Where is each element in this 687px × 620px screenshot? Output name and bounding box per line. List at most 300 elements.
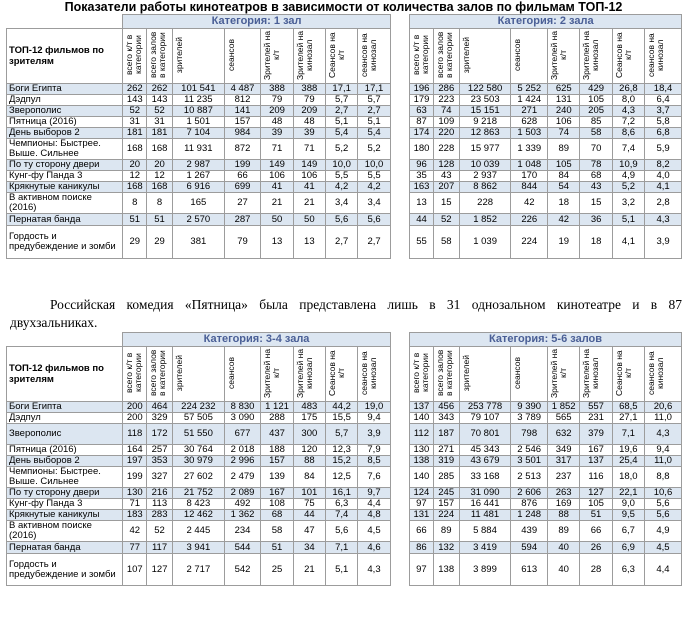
top-left-value-cell: 12 xyxy=(147,171,173,182)
top-left-value-cell: 29 xyxy=(123,226,147,259)
bottom-left-value-cell: 1 362 xyxy=(224,510,261,521)
top-right-value-cell: 74 xyxy=(433,106,459,117)
bottom-right-value-cell: 3 789 xyxy=(511,413,548,424)
bottom-left-column-header: всего залов в категории xyxy=(147,347,173,402)
column-gap xyxy=(390,554,409,586)
bottom-left-value-cell: 139 xyxy=(261,467,293,488)
bottom-left-value-cell: 12,3 xyxy=(326,445,358,456)
table-row xyxy=(7,139,682,160)
top-left-value-cell: 11 931 xyxy=(172,139,224,160)
column-gap xyxy=(390,521,409,542)
top-left-value-cell: 17,1 xyxy=(358,84,390,95)
top-left-value-cell: 5,1 xyxy=(358,117,390,128)
top-left-value-cell: 21 xyxy=(293,193,325,214)
top-right-value-cell: 4,9 xyxy=(612,171,644,182)
bottom-right-value-cell: 19,6 xyxy=(612,445,644,456)
bottom-left-value-cell: 2 996 xyxy=(224,456,261,467)
bottom-right-value-cell: 4,5 xyxy=(644,542,681,554)
top-left-value-cell: 2,7 xyxy=(326,106,358,117)
top-right-column-header: Зрителей на кинозал xyxy=(580,29,612,84)
top-left-value-cell: 6 916 xyxy=(172,182,224,193)
top-right-value-cell: 8,0 xyxy=(612,95,644,106)
bottom-right-value-cell: 25,4 xyxy=(612,456,644,467)
top-left-value-cell: 8 xyxy=(147,193,173,214)
top-right-value-cell: 35 xyxy=(410,171,434,182)
bottom-right-value-cell: 8,8 xyxy=(644,467,681,488)
top-left-value-cell: 79 xyxy=(261,95,293,106)
top-right-value-cell: 5 252 xyxy=(511,84,548,95)
bottom-left-value-cell: 30 979 xyxy=(172,456,224,467)
top-right-value-cell: 10 039 xyxy=(459,160,511,171)
top-right-value-cell: 36 xyxy=(580,214,612,226)
top-right-value-cell: 105 xyxy=(548,160,580,171)
top-right-value-cell: 429 xyxy=(580,84,612,95)
top-right-value-cell: 4,1 xyxy=(645,182,682,193)
bottom-right-value-cell: 253 778 xyxy=(459,402,511,413)
bottom-right-column-header: всего к/т в категории xyxy=(410,347,434,402)
top-left-value-cell: 48 xyxy=(261,117,293,128)
table-row xyxy=(7,456,682,467)
bottom-right-value-cell: 51 xyxy=(580,510,612,521)
top-left-value-cell: 812 xyxy=(224,95,261,106)
top-left-value-cell: 5,5 xyxy=(358,171,390,182)
table-bottom xyxy=(6,332,682,586)
bottom-left-value-cell: 492 xyxy=(224,499,261,510)
bottom-right-value-cell: 285 xyxy=(433,467,459,488)
top-right-value-cell: 85 xyxy=(580,117,612,128)
table-row xyxy=(7,510,682,521)
bottom-left-value-cell: 7,4 xyxy=(326,510,358,521)
table-row xyxy=(7,521,682,542)
top-left-value-cell: 39 xyxy=(293,128,325,139)
bottom-right-column-header: сеансов на кинозал xyxy=(644,347,681,402)
top-right-value-cell: 179 xyxy=(410,95,434,106)
bottom-left-column-header: зрителей xyxy=(172,347,224,402)
top-left-value-cell: 10,0 xyxy=(326,160,358,171)
top-right-value-cell: 52 xyxy=(433,214,459,226)
bottom-left-value-cell: 4,6 xyxy=(358,542,390,554)
top-right-column-header: зрителей xyxy=(459,29,511,84)
bottom-left-value-cell: 12 462 xyxy=(172,510,224,521)
top-right-value-cell: 5,2 xyxy=(612,182,644,193)
table-row xyxy=(7,182,682,193)
top-left-value-cell: 5,7 xyxy=(358,95,390,106)
bottom-left-value-cell: 47 xyxy=(293,521,325,542)
bottom-left-value-cell: 167 xyxy=(261,488,293,499)
top-right-value-cell: 7,4 xyxy=(612,139,644,160)
table-row xyxy=(7,106,682,117)
top-left-value-cell: 5,5 xyxy=(326,171,358,182)
bottom-right-value-cell: 22,1 xyxy=(612,488,644,499)
bottom-left-value-cell: 8 423 xyxy=(172,499,224,510)
film-name: Зверополис xyxy=(7,424,123,445)
bottom-left-value-cell: 2 089 xyxy=(224,488,261,499)
column-gap xyxy=(390,510,409,521)
bottom-right-value-cell: 130 xyxy=(410,445,434,456)
column-gap xyxy=(390,499,409,510)
bottom-left-value-cell: 7,6 xyxy=(358,467,390,488)
bottom-right-value-cell: 124 xyxy=(410,488,434,499)
bottom-right-value-cell: 11 481 xyxy=(459,510,511,521)
bottom-left-value-cell: 7,9 xyxy=(358,445,390,456)
top-left-value-cell: 12 xyxy=(123,171,147,182)
bottom-right-value-cell: 16 441 xyxy=(459,499,511,510)
top-right-value-cell: 224 xyxy=(511,226,548,259)
top-right-value-cell: 228 xyxy=(459,193,511,214)
top-left-value-cell: 5,2 xyxy=(326,139,358,160)
bottom-left-value-cell: 1 121 xyxy=(261,402,293,413)
bottom-right-value-cell: 3 899 xyxy=(459,554,511,586)
bottom-left-value-cell: 118 xyxy=(123,424,147,445)
bottom-right-value-cell: 97 xyxy=(410,499,434,510)
top-right-value-cell: 5,9 xyxy=(645,139,682,160)
top-category-row xyxy=(7,15,682,29)
bottom-right-value-cell: 349 xyxy=(548,445,580,456)
top-right-value-cell: 170 xyxy=(511,171,548,182)
bottom-right-value-cell: 40 xyxy=(548,542,580,554)
top-right-value-cell: 163 xyxy=(410,182,434,193)
top-left-value-cell: 20 xyxy=(147,160,173,171)
bottom-right-value-cell: 18,0 xyxy=(612,467,644,488)
bottom-right-value-cell: 86 xyxy=(410,542,434,554)
top-left-value-cell: 5,6 xyxy=(326,214,358,226)
bottom-left-value-cell: 677 xyxy=(224,424,261,445)
bottom-right-value-cell: 187 xyxy=(433,424,459,445)
column-gap xyxy=(390,488,409,499)
paragraph-line-2: двухзальниках. xyxy=(10,315,98,330)
top-right-value-cell: 15 151 xyxy=(459,106,511,117)
top-left-value-cell: 17,1 xyxy=(326,84,358,95)
bottom-left-value-cell: 4,8 xyxy=(358,510,390,521)
top-right-value-cell: 6,8 xyxy=(645,128,682,139)
column-gap xyxy=(390,84,409,95)
bottom-right-value-cell: 26 xyxy=(580,542,612,554)
table-row xyxy=(7,84,682,95)
top-right-value-cell: 1 048 xyxy=(511,160,548,171)
bottom-right-column-header: Зрителей на к/т xyxy=(548,347,580,402)
film-name: Зверополис xyxy=(7,106,123,117)
top-left-value-cell: 209 xyxy=(293,106,325,117)
table-row xyxy=(7,424,682,445)
table-row xyxy=(7,117,682,128)
top-left-value-cell: 79 xyxy=(293,95,325,106)
bottom-right-value-cell: 6,9 xyxy=(612,542,644,554)
top-right-value-cell: 220 xyxy=(433,128,459,139)
bottom-right-value-cell: 231 xyxy=(580,413,612,424)
film-name: День выборов 2 xyxy=(7,456,123,467)
bottom-right-value-cell: 20,6 xyxy=(644,402,681,413)
bottom-right-value-cell: 439 xyxy=(511,521,548,542)
bottom-right-value-cell: 237 xyxy=(548,467,580,488)
blank-cell xyxy=(7,333,123,347)
bottom-left-column-header: всего к/т в категории xyxy=(123,347,147,402)
bottom-left-value-cell: 68 xyxy=(261,510,293,521)
bottom-left-column-header: сеансов xyxy=(224,347,261,402)
film-name: По ту сторону двери xyxy=(7,160,123,171)
bottom-header-row xyxy=(7,347,682,402)
bottom-left-value-cell: 27 602 xyxy=(172,467,224,488)
top-left-value-cell: 79 xyxy=(224,226,261,259)
bottom-right-value-cell: 70 801 xyxy=(459,424,511,445)
top-left-value-cell: 39 xyxy=(261,128,293,139)
bottom-left-value-cell: 9,4 xyxy=(358,413,390,424)
top-right-value-cell: 5,8 xyxy=(645,117,682,128)
top-left-value-cell: 41 xyxy=(293,182,325,193)
bottom-right-value-cell: 9 390 xyxy=(511,402,548,413)
bottom-left-value-cell: 107 xyxy=(123,554,147,586)
film-name: Крякнутые каникулы xyxy=(7,510,123,521)
bottom-right-value-cell: 116 xyxy=(580,467,612,488)
top-right-value-cell: 87 xyxy=(410,117,434,128)
bottom-right-value-cell: 66 xyxy=(410,521,434,542)
bottom-left-value-cell: 157 xyxy=(261,456,293,467)
body-paragraph xyxy=(10,296,682,332)
film-name: В активном поиске (2016) xyxy=(7,521,123,542)
bottom-left-value-cell: 30 764 xyxy=(172,445,224,456)
bottom-right-value-cell: 131 xyxy=(410,510,434,521)
top-right-value-cell: 13 xyxy=(410,193,434,214)
bottom-right-value-cell: 89 xyxy=(433,521,459,542)
top-left-value-cell: 52 xyxy=(147,106,173,117)
top-left-value-cell: 5,7 xyxy=(326,95,358,106)
top-right-value-cell: 18,4 xyxy=(645,84,682,95)
top-right-value-cell: 74 xyxy=(548,128,580,139)
top-left-value-cell: 31 xyxy=(147,117,173,128)
top-left-value-cell: 3,4 xyxy=(358,193,390,214)
film-name: Пятница (2016) xyxy=(7,445,123,456)
top-left-value-cell: 2,7 xyxy=(358,226,390,259)
top-right-value-cell: 26,8 xyxy=(612,84,644,95)
bottom-right-value-cell: 68,5 xyxy=(612,402,644,413)
bottom-right-value-cell: 28 xyxy=(580,554,612,586)
bottom-left-value-cell: 464 xyxy=(147,402,173,413)
bottom-left-value-cell: 12,5 xyxy=(326,467,358,488)
top-left-value-cell: 984 xyxy=(224,128,261,139)
film-name: Дэдпул xyxy=(7,95,123,106)
bottom-left-column-header: сеансов на кинозал xyxy=(358,347,390,402)
row-header: ТОП-12 фильмов по зрителям xyxy=(7,29,123,84)
bottom-left-value-cell: 353 xyxy=(147,456,173,467)
film-name: В активном поиске (2016) xyxy=(7,193,123,214)
top-right-value-cell: 19 xyxy=(548,226,580,259)
top-right-value-cell: 8,2 xyxy=(645,160,682,171)
top-left-value-cell: 4,2 xyxy=(326,182,358,193)
bottom-left-value-cell: 2 717 xyxy=(172,554,224,586)
bottom-right-category-title: Категория: 5-6 залов xyxy=(410,333,682,347)
top-right-column-header: всего к/т в категории xyxy=(410,29,434,84)
bottom-right-value-cell: 2 606 xyxy=(511,488,548,499)
top-right-value-cell: 105 xyxy=(580,95,612,106)
bottom-right-value-cell: 45 343 xyxy=(459,445,511,456)
top-right-value-cell: 78 xyxy=(580,160,612,171)
bottom-left-value-cell: 188 xyxy=(261,445,293,456)
bottom-left-value-cell: 200 xyxy=(123,413,147,424)
top-right-value-cell: 4,3 xyxy=(612,106,644,117)
top-right-column-header: Сеансов на к/т xyxy=(612,29,644,84)
top-right-value-cell: 15 xyxy=(433,193,459,214)
bottom-left-value-cell: 197 xyxy=(123,456,147,467)
top-right-value-cell: 1 424 xyxy=(511,95,548,106)
film-name: Гордость и предубеждение и зомби xyxy=(7,226,123,259)
top-left-value-cell: 29 xyxy=(147,226,173,259)
bottom-left-value-cell: 183 xyxy=(123,510,147,521)
top-left-value-cell: 5,4 xyxy=(326,128,358,139)
bottom-right-value-cell: 6,7 xyxy=(612,521,644,542)
bottom-right-value-cell: 456 xyxy=(433,402,459,413)
bottom-right-value-cell: 9,0 xyxy=(612,499,644,510)
bottom-right-value-cell: 317 xyxy=(548,456,580,467)
table-row xyxy=(7,467,682,488)
top-left-value-cell: 2,7 xyxy=(326,226,358,259)
top-left-value-cell: 66 xyxy=(224,171,261,182)
top-right-value-cell: 205 xyxy=(580,106,612,117)
bottom-left-value-cell: 216 xyxy=(147,488,173,499)
top-left-value-cell: 141 xyxy=(224,106,261,117)
top-left-value-cell: 388 xyxy=(261,84,293,95)
top-right-value-cell: 131 xyxy=(548,95,580,106)
bottom-left-value-cell: 16,1 xyxy=(326,488,358,499)
film-name: Боги Египта xyxy=(7,402,123,413)
top-right-value-cell: 43 xyxy=(580,182,612,193)
bottom-left-value-cell: 3 090 xyxy=(224,413,261,424)
top-left-value-cell: 51 xyxy=(123,214,147,226)
bottom-left-value-cell: 5,1 xyxy=(326,554,358,586)
top-right-value-cell: 2 937 xyxy=(459,171,511,182)
top-right-value-cell: 1 039 xyxy=(459,226,511,259)
top-left-value-cell: 5,4 xyxy=(358,128,390,139)
bottom-right-column-header: Сеансов на к/т xyxy=(612,347,644,402)
bottom-left-value-cell: 130 xyxy=(123,488,147,499)
bottom-right-value-cell: 4,3 xyxy=(644,424,681,445)
top-right-value-cell: 5,1 xyxy=(612,214,644,226)
column-gap xyxy=(390,413,409,424)
top-left-value-cell: 381 xyxy=(172,226,224,259)
bottom-left-value-cell: 51 xyxy=(261,542,293,554)
bottom-left-value-cell: 4,4 xyxy=(358,499,390,510)
bottom-left-value-cell: 3 941 xyxy=(172,542,224,554)
bottom-left-value-cell: 42 xyxy=(123,521,147,542)
table-row xyxy=(7,214,682,226)
top-left-value-cell: 262 xyxy=(147,84,173,95)
top-left-value-cell: 71 xyxy=(261,139,293,160)
bottom-left-value-cell: 7,1 xyxy=(326,542,358,554)
bottom-right-value-cell: 9,5 xyxy=(612,510,644,521)
bottom-right-value-cell: 557 xyxy=(580,402,612,413)
top-left-value-cell: 48 xyxy=(293,117,325,128)
bottom-category-row xyxy=(7,333,682,347)
bottom-right-value-cell: 27,1 xyxy=(612,413,644,424)
top-right-category-title: Категория: 2 зала xyxy=(410,15,682,29)
bottom-right-value-cell: 565 xyxy=(548,413,580,424)
top-right-value-cell: 6,4 xyxy=(645,95,682,106)
top-right-value-cell: 109 xyxy=(433,117,459,128)
film-name: Кунг-фу Панда 3 xyxy=(7,171,123,182)
column-gap xyxy=(390,15,409,29)
film-name: По ту сторону двери xyxy=(7,488,123,499)
film-name: Крякнутые каникулы xyxy=(7,182,123,193)
top-right-value-cell: 1 339 xyxy=(511,139,548,160)
top-left-column-header: всего к/т в категории xyxy=(123,29,147,84)
film-name: Чемпионы: Быстрее. Выше. Сильнее xyxy=(7,467,123,488)
bottom-left-value-cell: 58 xyxy=(261,521,293,542)
bottom-left-value-cell: 234 xyxy=(224,521,261,542)
top-left-value-cell: 699 xyxy=(224,182,261,193)
bottom-right-value-cell: 4,4 xyxy=(644,554,681,586)
top-right-value-cell: 9 218 xyxy=(459,117,511,128)
bottom-right-value-cell: 224 xyxy=(433,510,459,521)
top-left-value-cell: 10,0 xyxy=(358,160,390,171)
top-right-value-cell: 2,8 xyxy=(645,193,682,214)
top-right-value-cell: 70 xyxy=(580,139,612,160)
top-left-value-cell: 50 xyxy=(293,214,325,226)
table-row xyxy=(7,402,682,413)
bottom-left-value-cell: 44,2 xyxy=(326,402,358,413)
top-left-value-cell: 157 xyxy=(224,117,261,128)
bottom-left-value-cell: 113 xyxy=(147,499,173,510)
column-gap xyxy=(390,214,409,226)
bottom-right-value-cell: 140 xyxy=(410,467,434,488)
bottom-right-value-cell: 271 xyxy=(433,445,459,456)
top-right-value-cell: 58 xyxy=(433,226,459,259)
top-right-value-cell: 18 xyxy=(580,226,612,259)
column-gap xyxy=(390,139,409,160)
top-left-value-cell: 101 541 xyxy=(172,84,224,95)
bottom-left-column-header: Зрителей на к/т xyxy=(261,347,293,402)
top-right-value-cell: 122 580 xyxy=(459,84,511,95)
top-left-column-header: сеансов на кинозал xyxy=(358,29,390,84)
top-header-row xyxy=(7,29,682,84)
bottom-left-column-header: Зрителей на кинозал xyxy=(293,347,325,402)
bottom-right-value-cell: 157 xyxy=(433,499,459,510)
bottom-left-value-cell: 120 xyxy=(293,445,325,456)
bottom-right-value-cell: 1 248 xyxy=(511,510,548,521)
top-right-value-cell: 625 xyxy=(548,84,580,95)
bottom-left-value-cell: 544 xyxy=(224,542,261,554)
top-left-value-cell: 51 xyxy=(147,214,173,226)
bottom-left-value-cell: 51 550 xyxy=(172,424,224,445)
top-left-value-cell: 149 xyxy=(293,160,325,171)
top-left-column-header: Сеансов на к/т xyxy=(326,29,358,84)
bottom-left-value-cell: 175 xyxy=(293,413,325,424)
bottom-right-value-cell: 3 501 xyxy=(511,456,548,467)
table-row xyxy=(7,128,682,139)
bottom-right-value-cell: 5 884 xyxy=(459,521,511,542)
top-right-value-cell: 23 503 xyxy=(459,95,511,106)
bottom-right-value-cell: 79 107 xyxy=(459,413,511,424)
bottom-left-value-cell: 52 xyxy=(147,521,173,542)
bottom-left-value-cell: 5,6 xyxy=(326,521,358,542)
bottom-right-value-cell: 798 xyxy=(511,424,548,445)
bottom-right-value-cell: 632 xyxy=(548,424,580,445)
top-right-value-cell: 15 977 xyxy=(459,139,511,160)
film-name: Пернатая банда xyxy=(7,542,123,554)
bottom-right-value-cell: 89 xyxy=(548,521,580,542)
bottom-left-value-cell: 25 xyxy=(261,554,293,586)
top-right-value-cell: 89 xyxy=(548,139,580,160)
top-left-value-cell: 5,2 xyxy=(358,139,390,160)
top-left-value-cell: 181 xyxy=(147,128,173,139)
top-left-value-cell: 168 xyxy=(123,182,147,193)
top-right-value-cell: 42 xyxy=(511,193,548,214)
bottom-right-value-cell: 112 xyxy=(410,424,434,445)
bottom-left-value-cell: 8,5 xyxy=(358,456,390,467)
bottom-left-value-cell: 2 445 xyxy=(172,521,224,542)
top-left-value-cell: 5,6 xyxy=(358,214,390,226)
top-right-value-cell: 128 xyxy=(433,160,459,171)
bottom-right-value-cell: 5,6 xyxy=(644,499,681,510)
bottom-left-value-cell: 329 xyxy=(147,413,173,424)
bottom-left-value-cell: 88 xyxy=(293,456,325,467)
